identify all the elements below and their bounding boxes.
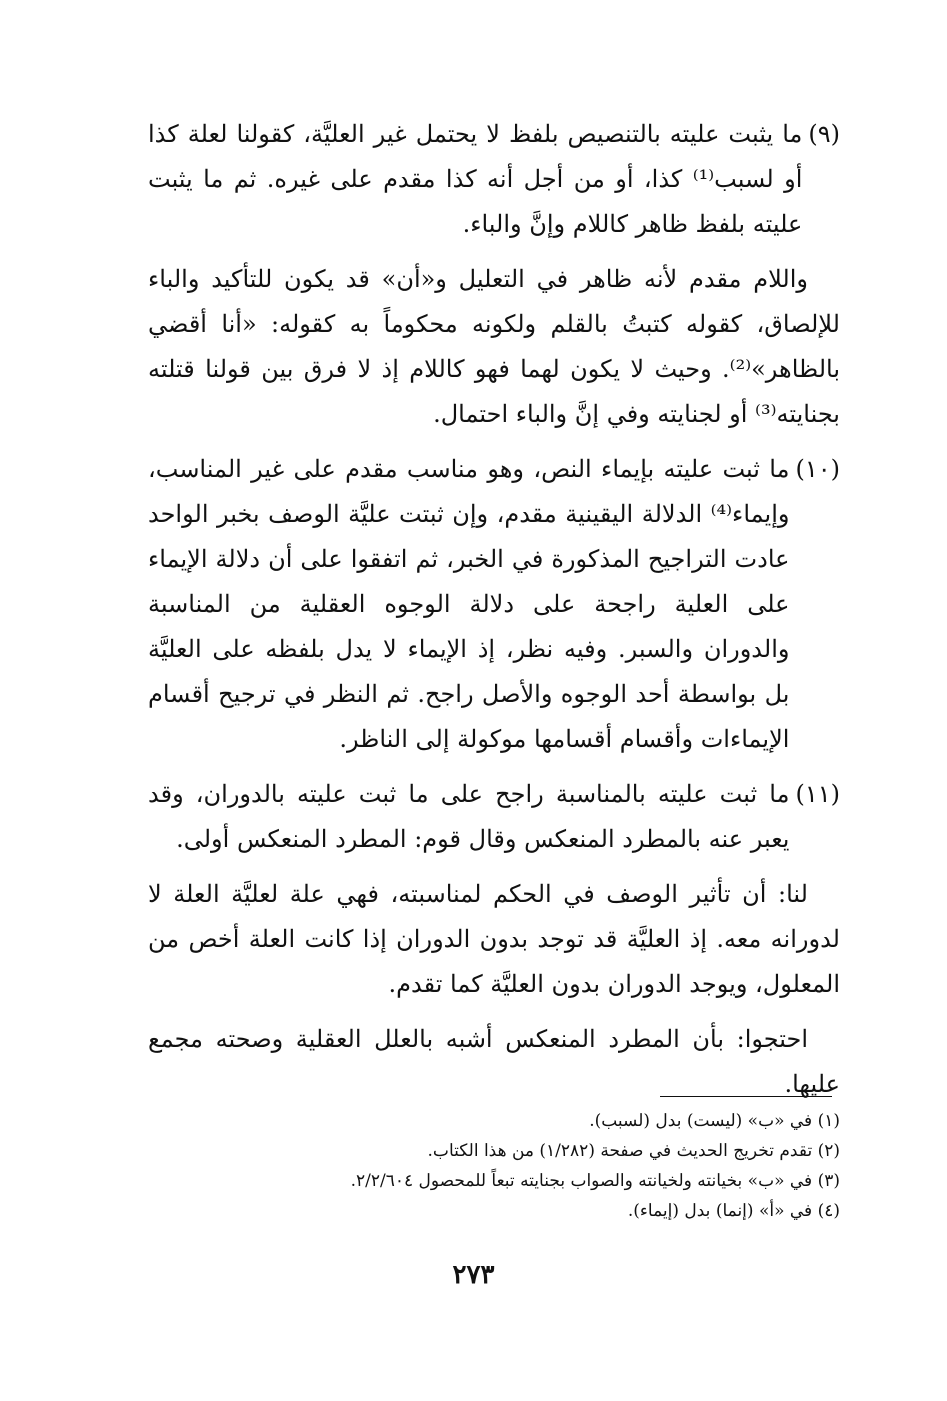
item-text: ما يثبت عليته بالتنصيص بلفظ لا يحتمل غير العليَّة، كقولنا لعلة كذا أو لسبب⁽¹⁾ كذا، أو من أجل أنه كذا مقدم على غيره. ثم ما يثبت عليته بلفظ ظاهر كاللام وإنَّ والباء.	[148, 120, 803, 238]
footnote-2: (٢) تقدم تخريج الحديث في صفحة (١/٢٨٢) من هذا الكتاب.	[427, 1141, 840, 1161]
footnote-4: (٤) في «أ» (إنما) بدل (إيماء).	[627, 1201, 840, 1221]
paragraph-lam: واللام مقدم لأنه ظاهر في التعليل و«أن» قد يكون للتأكيد والباء للإلصاق، كقوله كتبتُ بالقلم ولكونه محكوماً به كقوله: «أنا أقضي بالظاهر»⁽²⁾. وحيث لا يكون لهما فهو كاللام إذ لا فرق بين قولنا قتلته بجنايته⁽³⁾ أو لجنايته وفي إنَّ والباء احتمال.	[148, 265, 840, 428]
footnote-divider	[660, 1096, 832, 1097]
footnotes	[150, 1106, 840, 1226]
list-item-9	[148, 112, 840, 247]
paragraph-argument: لنا: أن تأثير الوصف في الحكم لمناسبته، فهي علة لعليَّة العلة لا لدورانه معه. إذ العليَّة قد توجد بدون الدوران إذا كانت العلة أخص من المعلول، ويوجد الدوران بدون العليَّة كما تقدم.	[148, 880, 840, 998]
list-item-10	[148, 447, 840, 762]
list-item-11	[148, 772, 840, 862]
item-number: (١٠)	[795, 455, 840, 483]
main-text	[148, 112, 840, 1117]
footnote-1: (١) في «ب» (ليست) بدل (لسبب).	[589, 1111, 840, 1131]
footnote-3: (٣) في «ب» بخيانته ولخيانته والصواب بجنايته تبعاً للمحصول ٢/٢/٦٠٤.	[350, 1171, 840, 1191]
paragraph-objection: احتجوا: بأن المطرد المنعكس أشبه بالعلل العقلية وصحته مجمع عليها.	[148, 1025, 840, 1098]
item-text: ما ثبت عليته بإيماء النص، وهو مناسب مقدم على غير المناسب، وإيماء⁽⁴⁾ الدلالة اليقينية مقدم، وإن ثبتت عليَّة الوصف بخبر الواحد عادت التراجيح المذكورة في الخبر، ثم اتفقوا على أن دلالة الإيماء على العلية راجحة على دلالة الوجوه العقلية من المناسبة والدوران والسبر. وفيه نظر، إذ الإيماء لا يدل بلفظه على العليَّة بل بواسطة أحد الوجوه والأصل راجح. ثم النظر في ترجيح أقسام الإيماءات وأقسام أقسامها موكولة إلى الناظر.	[148, 455, 790, 753]
item-text: ما ثبت عليته بالمناسبة راجح على ما ثبت عليته بالدوران، وقد يعبر عنه بالمطرد المنعكس وقال قوم: المطرد المنعكس أولى.	[148, 780, 790, 853]
item-number: (٩)	[808, 120, 840, 148]
page-number: ٢٧٣	[452, 1260, 495, 1290]
item-number: (١١)	[795, 780, 840, 808]
